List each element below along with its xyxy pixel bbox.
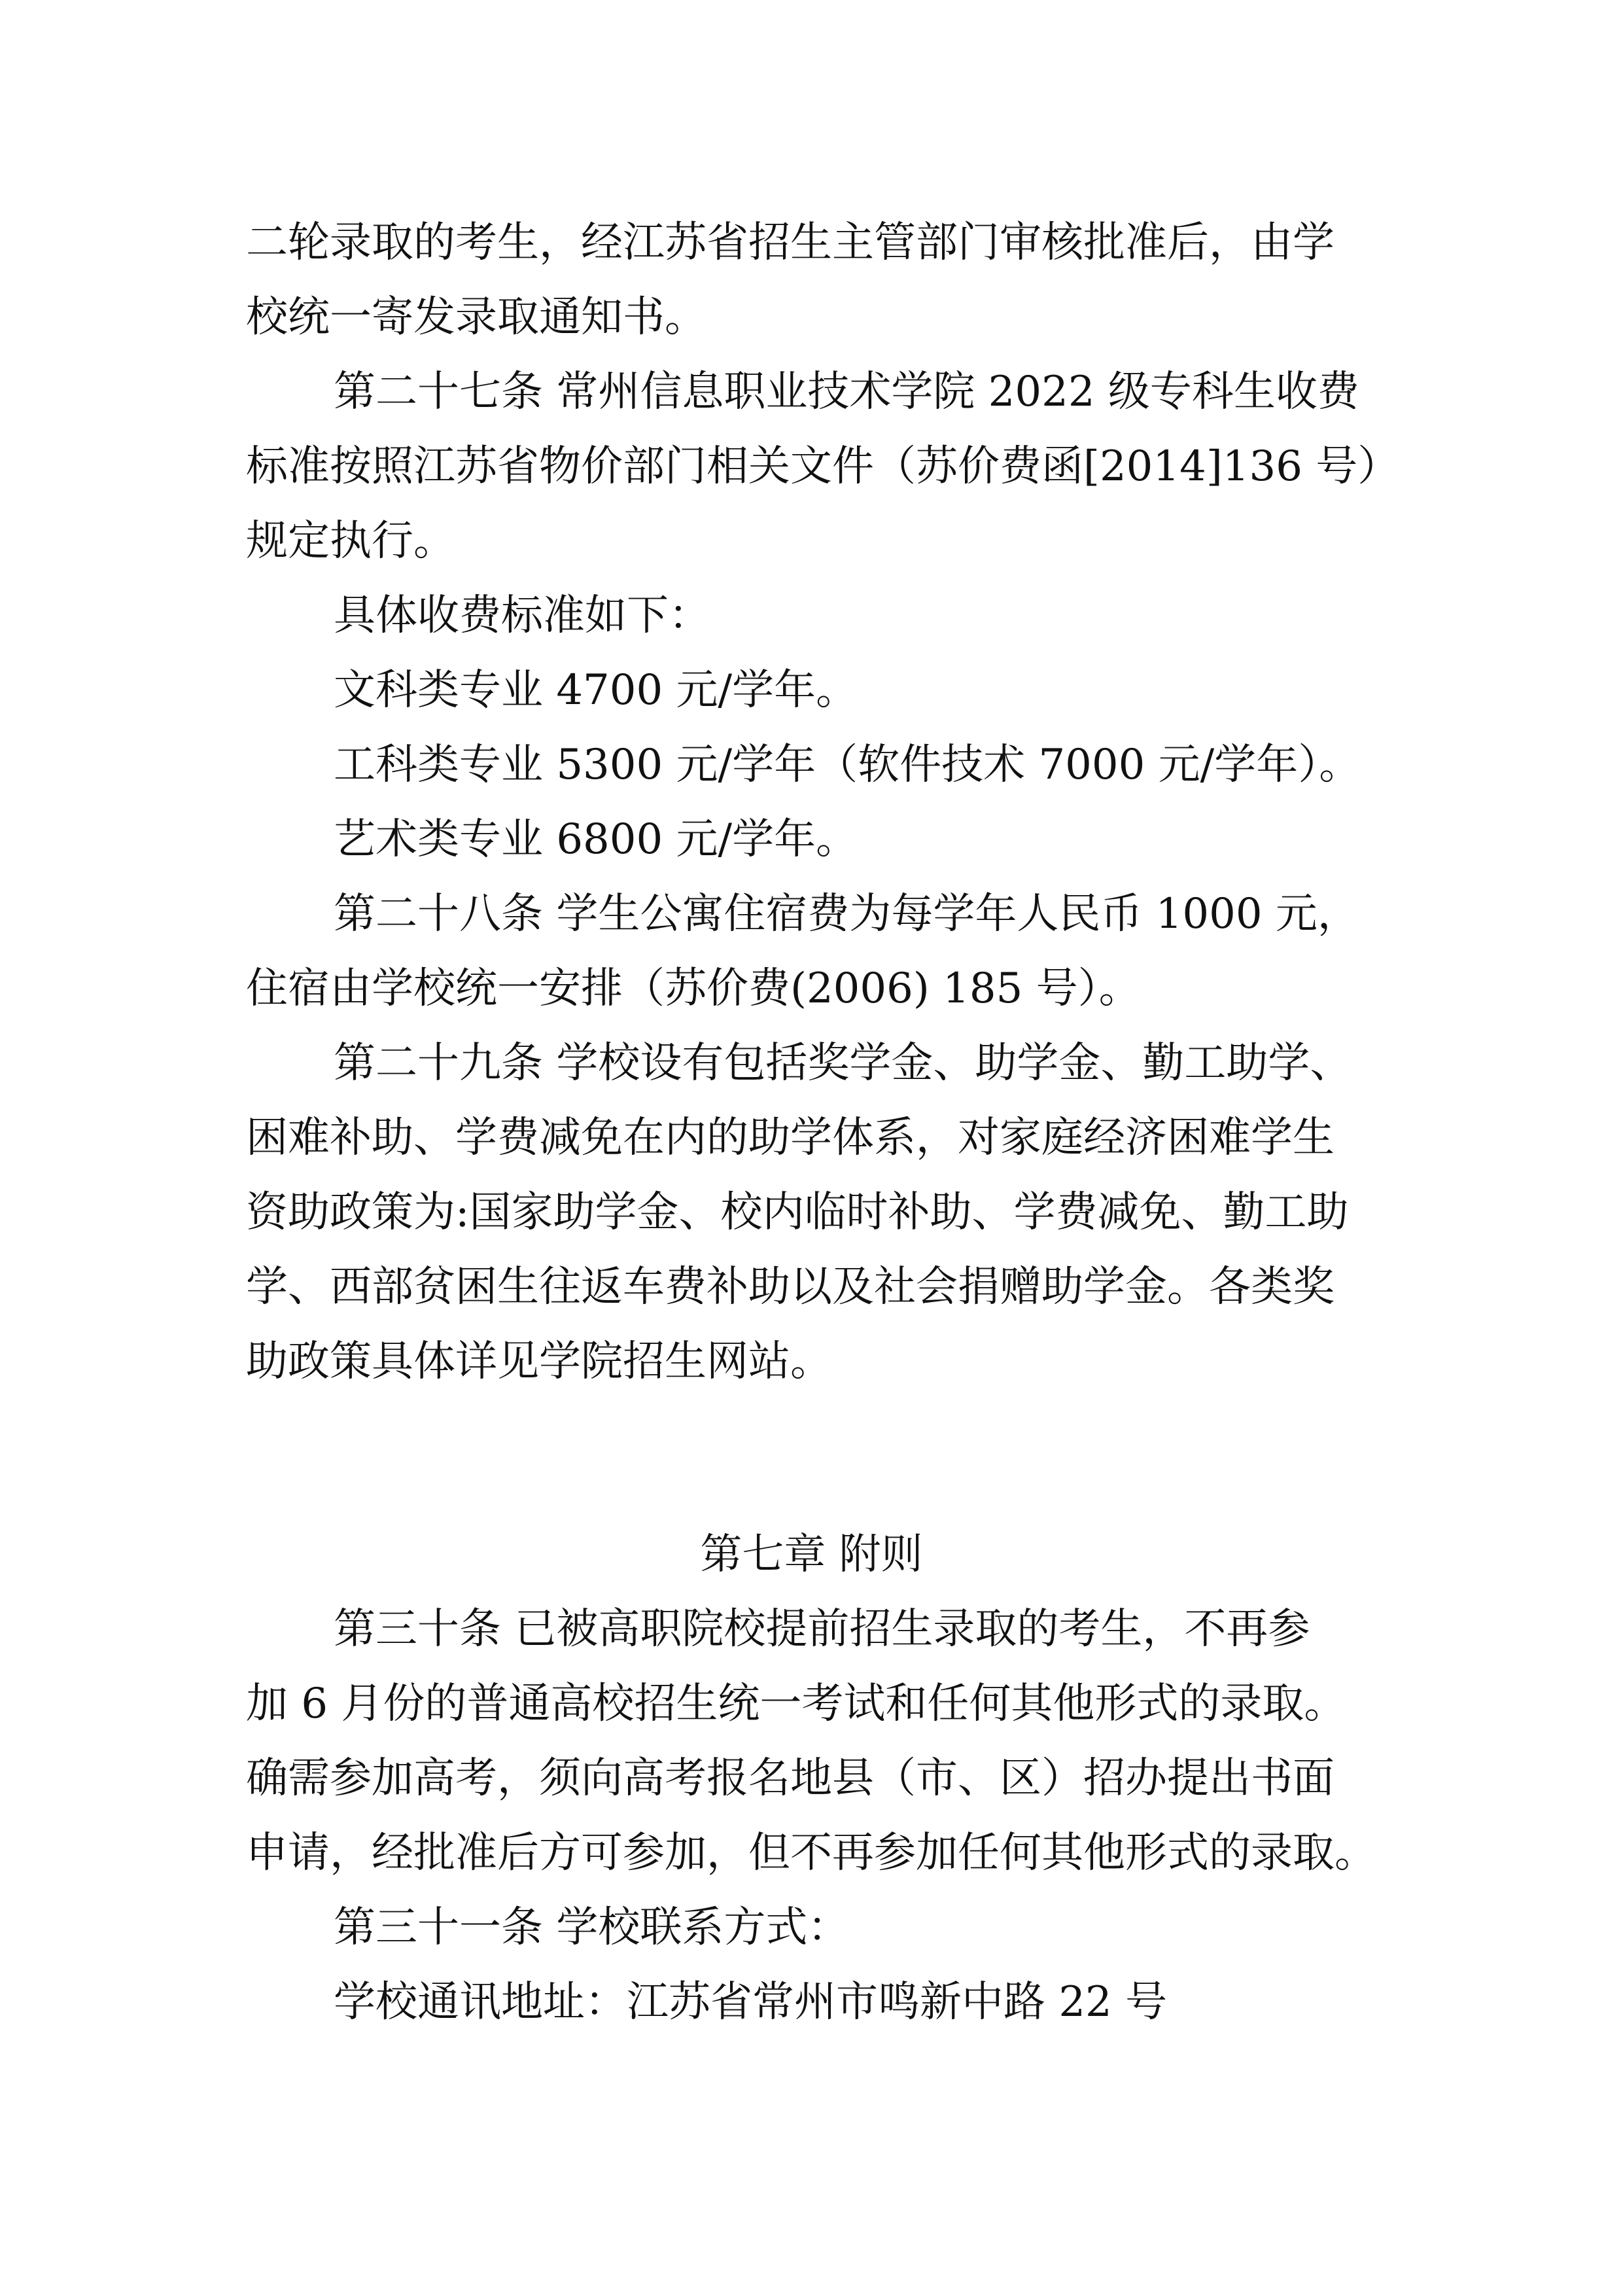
article-29-line: 第二十九条 学校设有包括奖学金、助学金、勤工助学、 [334,1039,1352,1087]
text-line: 助政策具体详见学院招生网站。 [246,1337,832,1386]
fee-intro-line: 具体收费标准如下： [334,592,710,640]
article-27-line: 第二十七条 常州信息职业技术学院 2022 级专科生收费 [334,368,1359,416]
text-line: 困难补助、学费减免在内的助学体系，对家庭经济困难学生 [246,1114,1335,1162]
text-line: 规定执行。 [246,517,455,565]
school-address-line: 学校通讯地址：江苏省常州市鸣新中路 22 号 [334,1978,1168,2026]
fee-engineering: 工科类专业 5300 元/学年（软件技术 7000 元/学年）。 [334,741,1361,789]
text-line: 申请，经批准后方可参加，但不再参加任何其他形式的录取。 [246,1829,1376,1877]
fee-arts: 艺术类专业 6800 元/学年。 [334,815,858,864]
text-line: 确需参加高考，须向高考报名地县（市、区）招办提出书面 [246,1754,1335,1803]
text-line: 校统一寄发录取通知书。 [246,293,707,342]
chapter-heading: 第七章 附则 [700,1530,923,1579]
article-30-line: 第三十条 已被高职院校提前招生录取的考生，不再参 [334,1605,1310,1653]
text-line: 二轮录取的考生，经江苏省招生主管部门审核批准后，由学 [246,219,1335,267]
text-line: 标准按照江苏省物价部门相关文件（苏价费函[2014]136 号） [246,442,1400,491]
article-31-line: 第三十一条 学校联系方式： [334,1903,850,1952]
fee-liberal-arts: 文科类专业 4700 元/学年。 [334,666,858,715]
text-line: 住宿由学校统一安排（苏价费(2006) 185 号）。 [246,964,1141,1013]
text-line: 加 6 月份的普通高校招生统一考试和任何其他形式的录取。 [246,1680,1346,1728]
text-line: 学、西部贫困生往返车费补助以及社会捐赠助学金。各类奖 [246,1263,1335,1311]
text-line: 资助政策为:国家助学金、校内临时补助、学费减免、勤工助 [246,1188,1349,1237]
article-28-line: 第二十八条 学生公寓住宿费为每学年人民币 1000 元， [334,890,1359,938]
